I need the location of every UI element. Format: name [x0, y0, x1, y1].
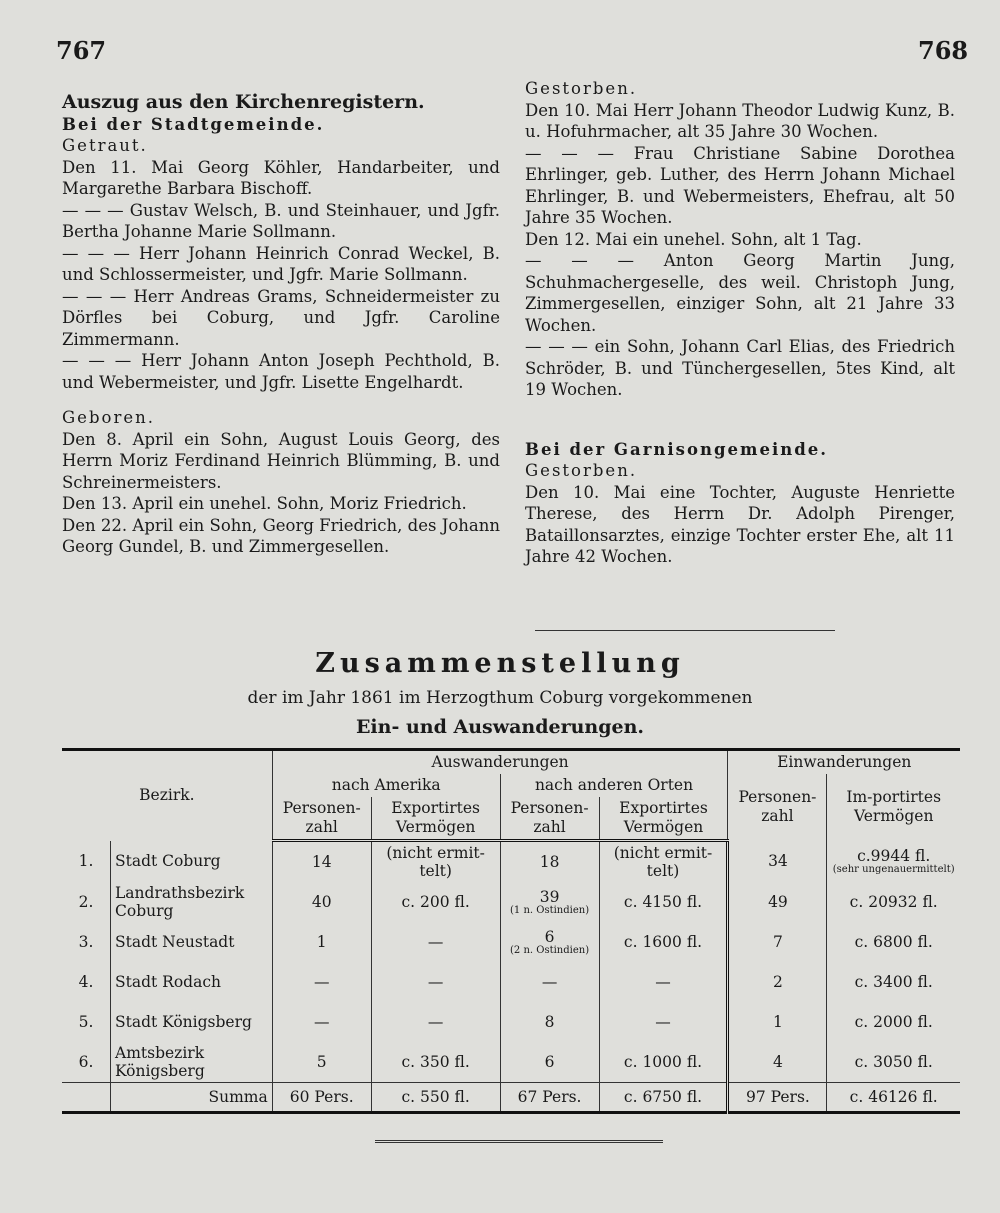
left-column	[62, 92, 500, 558]
summary-title: Zusammenstellung	[315, 648, 685, 679]
table-row	[62, 922, 960, 962]
ein-verm-value: c. 3050 fl.	[854, 1053, 933, 1071]
summa-ein-verm: c. 46126 fl.	[827, 1083, 960, 1113]
gestorben-heading: Gestorben.	[525, 79, 638, 98]
summa-label: Summa	[111, 1083, 273, 1113]
cell-ein-pers: 4	[728, 1042, 827, 1083]
row-bezirk: Stadt Coburg	[111, 841, 273, 883]
row-bezirk: Stadt Neustadt	[111, 922, 273, 962]
and-pers-value: 18	[539, 853, 560, 871]
birth-entry: Den 8. April ein Sohn, August Louis Georg, des Herrn Moriz Ferdinand Heinrich Blümming, B. und Schreinermeisters.	[62, 429, 500, 492]
header-nach-anderen-orten: nach anderen Orten	[500, 774, 728, 797]
death-entry: — — — Anton Georg Martin Jung, Schuhmachergeselle, des weil. Christoph Jung, Zimmergesellen, einziger Sohn, alt 21 Jahre 33 Wochen.	[525, 251, 955, 335]
and-pers-value: 6	[544, 1053, 555, 1071]
summa-and-verm: c. 6750 fl.	[599, 1083, 728, 1113]
cell-ein-verm	[827, 1002, 960, 1042]
cell-ein-pers: 7	[728, 922, 827, 962]
cell-and-verm: c. 1000 fl.	[599, 1042, 728, 1083]
cell-ein-pers: 34	[728, 841, 827, 883]
row-number: 3.	[78, 933, 94, 951]
table-row	[62, 962, 960, 1002]
and-pers-note: (2 n. Ostindien)	[510, 945, 590, 956]
cell-am-verm: c. 350 fl.	[371, 1042, 500, 1083]
cell-ein-pers: 1	[728, 1002, 827, 1042]
cell-am-verm: —	[371, 962, 500, 1002]
summary-subtitle2: Ein- und Auswanderungen.	[355, 716, 645, 738]
header-einw-personenzahl: Personen-zahl	[728, 774, 827, 841]
cell-and-verm: —	[599, 1002, 728, 1042]
row-bezirk: Stadt Königsberg	[111, 1002, 273, 1042]
table-row	[62, 882, 960, 922]
header-nach-amerika: nach Amerika	[272, 774, 500, 797]
row-number: 1.	[78, 852, 94, 871]
cell-ein-pers: 2	[728, 962, 827, 1002]
cell-and-verm: —	[599, 962, 728, 1002]
geboren-heading: Geboren.	[62, 408, 155, 427]
cell-and-pers	[500, 922, 599, 962]
header-am-personenzahl: Personen-zahl	[272, 797, 371, 841]
row-number: 6.	[78, 1053, 94, 1071]
marriage-entry: — — — Herr Johann Anton Joseph Pechthold, B. und Webermeister, und Jgfr. Lisette Engelhardt.	[62, 351, 500, 392]
marriage-entry: — — — Gustav Welsch, B. und Steinhauer, und Jgfr. Bertha Johanne Marie Sollmann.	[62, 200, 500, 241]
cell-am-pers: 14	[272, 841, 371, 883]
page-number-left: 767	[56, 36, 107, 65]
garnison-gestorben-heading: Gestorben.	[525, 461, 638, 480]
summa-ein-pers: 97 Pers.	[728, 1083, 827, 1113]
and-pers-value: 39	[539, 888, 560, 906]
header-and-vermoegen: Exportirtes Vermögen	[599, 797, 728, 841]
row-bezirk: Landrathsbezirk Coburg	[111, 882, 273, 922]
row-bezirk: Stadt Rodach	[111, 962, 273, 1002]
cell-am-pers: 40	[272, 882, 371, 922]
table-row	[62, 841, 960, 883]
summa-row	[62, 1083, 960, 1113]
row-bezirk: Amtsbezirk Königsberg	[111, 1042, 273, 1083]
cell-ein-verm	[827, 841, 960, 883]
cell-ein-verm	[827, 882, 960, 922]
summary-subtitle: der im Jahr 1861 im Herzogthum Coburg vorgekommenen	[247, 688, 753, 708]
cell-ein-verm	[827, 922, 960, 962]
summa-am-verm: c. 550 fl.	[371, 1083, 500, 1113]
cell-and-pers	[500, 962, 599, 1002]
cell-and-pers	[500, 841, 599, 883]
row-number: 5.	[78, 1013, 94, 1031]
header-einwanderungen: Einwanderungen	[728, 750, 960, 775]
stadtgemeinde-heading: Bei der Stadtgemeinde.	[62, 114, 325, 134]
cell-and-verm: c. 1600 fl.	[599, 922, 728, 962]
getraut-heading: Getraut.	[62, 136, 148, 155]
cell-am-verm: —	[371, 922, 500, 962]
table-row	[62, 1002, 960, 1042]
cell-and-pers	[500, 1002, 599, 1042]
cell-am-verm: —	[371, 1002, 500, 1042]
header-importirtes-vermoegen: Im-portirtes Vermögen	[827, 774, 960, 841]
divider-rule	[535, 630, 835, 631]
migration-table	[62, 748, 960, 1114]
cell-am-verm: c. 200 fl.	[371, 882, 500, 922]
cell-ein-verm	[827, 1042, 960, 1083]
ein-verm-note: (sehr ungenauermittelt)	[832, 864, 955, 876]
and-pers-note: (1 n. Ostindien)	[510, 905, 590, 916]
table-row	[62, 1042, 960, 1083]
section-title: Auszug aus den Kirchenregistern.	[62, 91, 425, 113]
cell-ein-pers: 49	[728, 882, 827, 922]
cell-am-pers: —	[272, 962, 371, 1002]
cell-and-pers	[500, 1042, 599, 1083]
birth-entry: Den 13. April ein unehel. Sohn, Moriz Friedrich.	[62, 494, 467, 513]
summa-am-pers: 60 Pers.	[272, 1083, 371, 1113]
marriage-entry: Den 11. Mai Georg Köhler, Handarbeiter, und Margarethe Barbara Bischoff.	[62, 157, 500, 198]
header-auswanderungen: Auswanderungen	[272, 750, 728, 775]
and-pers-value: 6	[544, 928, 555, 946]
and-pers-value: —	[541, 973, 558, 991]
marriage-entry: — — — Herr Andreas Grams, Schneidermeister zu Dörfles bei Coburg, und Jgfr. Caroline Zimmermann.	[62, 286, 500, 349]
ein-verm-value: c. 3400 fl.	[854, 973, 933, 991]
ein-verm-value: c. 20932 fl.	[849, 893, 938, 911]
closing-rule	[375, 1140, 663, 1143]
death-entry: Den 10. Mai Herr Johann Theodor Ludwig Kunz, B. u. Hofuhrmacher, alt 35 Jahre 30 Wochen.	[525, 100, 955, 141]
cell-am-pers: 5	[272, 1042, 371, 1083]
ein-verm-value: c. 2000 fl.	[854, 1013, 933, 1031]
cell-and-verm: c. 4150 fl.	[599, 882, 728, 922]
row-number: 4.	[78, 973, 94, 991]
header-and-personenzahl: Personen-zahl	[500, 797, 599, 841]
page-number-right: 768	[918, 36, 969, 65]
garnison-heading: Bei der Garnisongemeinde.	[525, 439, 828, 459]
death-entry: Den 10. Mai eine Tochter, Auguste Henriette Therese, des Herrn Dr. Adolph Pirenger, Bataillonsarztes, einzige Tochter erster Ehe, alt 11 Jahre 42 Wochen.	[525, 482, 955, 566]
marriage-entry: — — — Herr Johann Heinrich Conrad Weckel, B. und Schlossermeister, und Jgfr. Marie Sollmann.	[62, 243, 500, 284]
cell-am-pers: —	[272, 1002, 371, 1042]
cell-am-verm: (nicht ermit-telt)	[371, 841, 500, 883]
death-entry: Den 12. Mai ein unehel. Sohn, alt 1 Tag.	[525, 229, 862, 249]
ein-verm-value: c. 6800 fl.	[854, 933, 933, 951]
ein-verm-value: c.9944 fl.	[857, 847, 931, 866]
cell-and-verm: (nicht ermit-telt)	[599, 841, 728, 883]
and-pers-value: 8	[544, 1013, 555, 1031]
death-entry: — — — Frau Christiane Sabine Dorothea Ehrlinger, geb. Luther, des Herrn Johann Michael Ehrlinger, B. und Webermeisters, Ehefrau, alt 50 Jahre 35 Wochen.	[525, 143, 955, 227]
cell-am-pers: 1	[272, 922, 371, 962]
cell-ein-verm	[827, 962, 960, 1002]
cell-and-pers	[500, 882, 599, 922]
summa-and-pers: 67 Pers.	[500, 1083, 599, 1113]
header-am-vermoegen: Exportirtes Vermögen	[371, 797, 500, 841]
birth-entry: Den 22. April ein Sohn, Georg Friedrich, des Johann Georg Gundel, B. und Zimmergesellen.	[62, 515, 500, 556]
right-column	[525, 78, 955, 568]
row-number: 2.	[78, 893, 94, 911]
death-entry: — — — ein Sohn, Johann Carl Elias, des Friedrich Schröder, B. und Tünchergesellen, 5tes Kind, alt 19 Wochen.	[525, 337, 955, 399]
header-bezirk: Bezirk.	[62, 750, 272, 841]
